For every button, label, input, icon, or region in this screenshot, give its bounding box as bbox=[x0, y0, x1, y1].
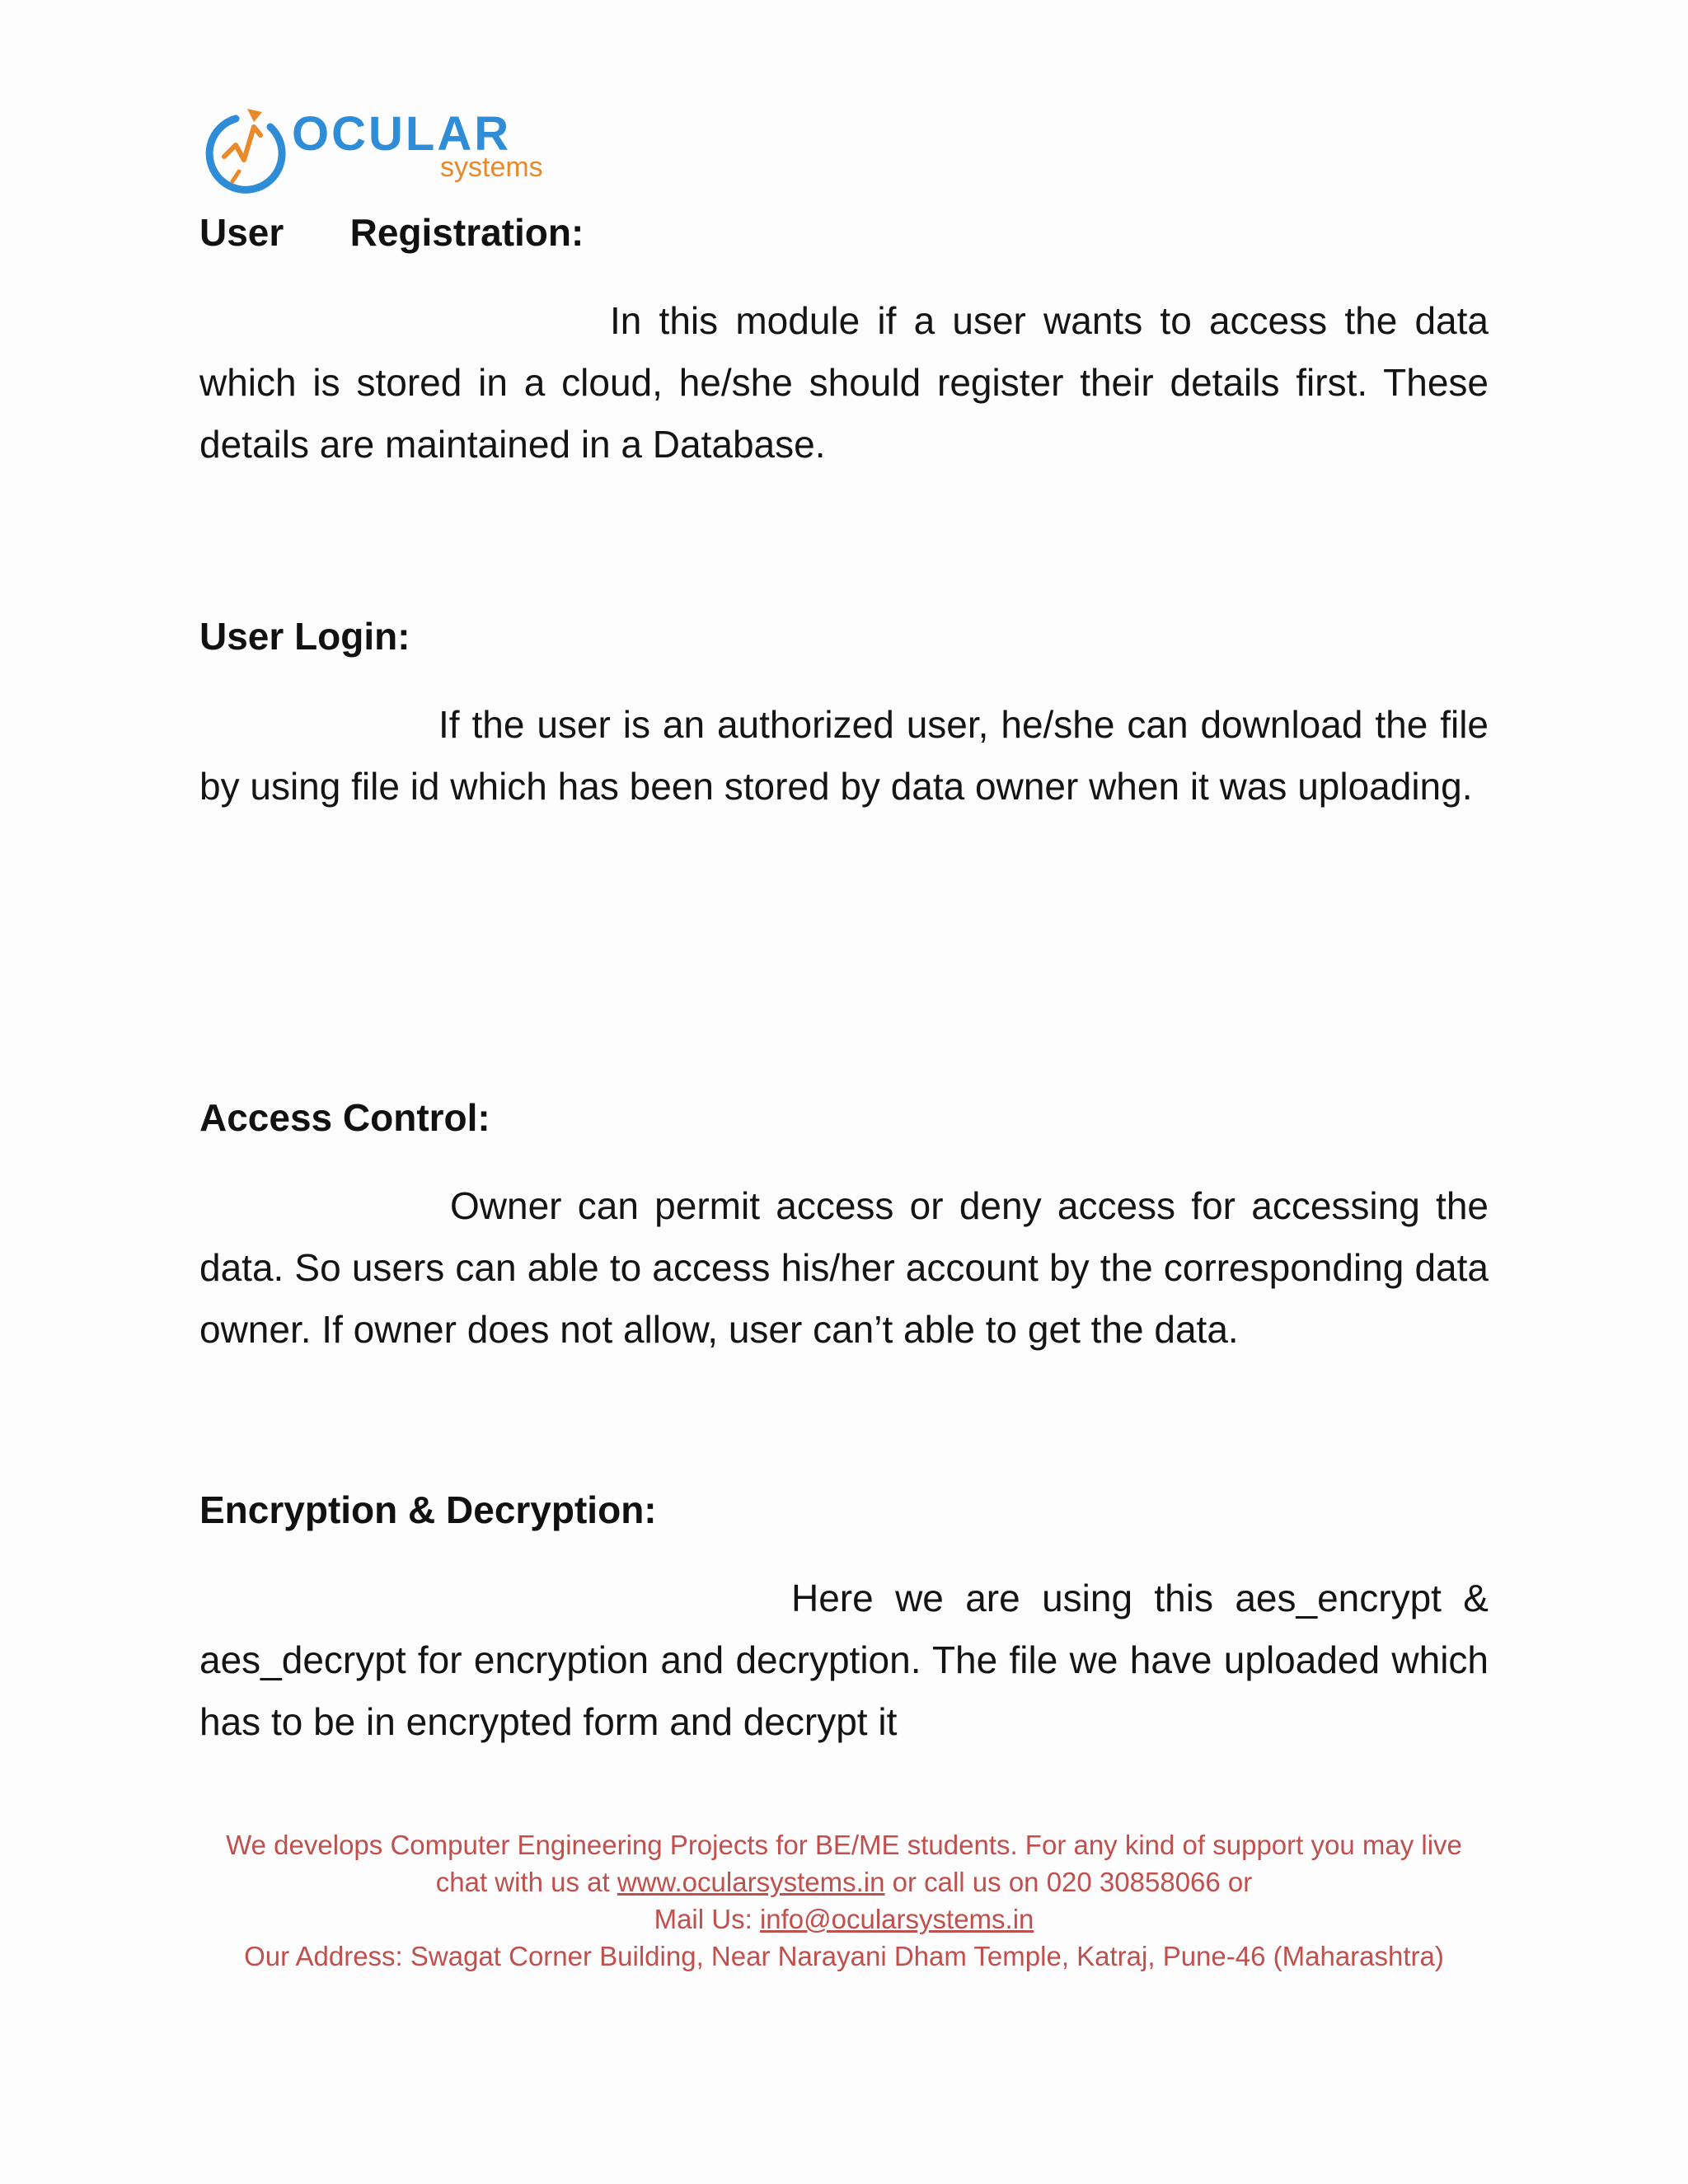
section-user-login bbox=[199, 612, 1489, 818]
section-body: Here we are using this aes_encrypt & aes_decrypt for encryption and decryption. The file we have uploaded which has to be in encrypted form and decrypt it bbox=[199, 1577, 1489, 1743]
logo-tagline-text: systems bbox=[440, 152, 543, 183]
ocular-systems-logo bbox=[203, 102, 565, 201]
footer-mail-prefix: Mail Us: bbox=[654, 1904, 760, 1934]
footer-address-line: Our Address: Swagat Corner Building, Near Narayani Dham Temple, Katraj, Pune-46 (Maharashtra) bbox=[244, 1941, 1444, 1971]
section-access-control bbox=[199, 1093, 1489, 1361]
footer-chat-prefix: chat with us at bbox=[435, 1867, 617, 1897]
website-link[interactable]: www.ocularsystems.in bbox=[617, 1867, 885, 1897]
section-heading: User Login: bbox=[199, 615, 410, 658]
footer-mail-line bbox=[165, 1900, 1523, 1938]
section-heading: Encryption & Decryption: bbox=[199, 1488, 657, 1531]
section-heading: User Registration: bbox=[199, 211, 584, 254]
logo-brand-text: OCULAR bbox=[292, 107, 512, 161]
section-heading: Access Control: bbox=[199, 1096, 490, 1139]
footer-intro-line: We develops Computer Engineering Projects for BE/ME students. For any kind of support you may live bbox=[226, 1830, 1462, 1860]
section-body: Owner can permit access or deny access for accessing the data. So users can able to access his/her account by the corresponding data owner. If owner does not allow, user can’t able to get the data. bbox=[199, 1184, 1489, 1351]
footer bbox=[165, 1826, 1523, 1975]
footer-call-text: or call us on 020 30858066 or bbox=[884, 1867, 1253, 1897]
section-user-registration bbox=[199, 208, 1489, 476]
logo-graphic bbox=[203, 102, 565, 201]
section-body: In this module if a user wants to access the data which is stored in a cloud, he/she should register their details first. These details are maintained in a Database. bbox=[199, 299, 1489, 466]
section-body: If the user is an authorized user, he/she can download the file by using file id which has been stored by data owner when it was uploading. bbox=[199, 703, 1489, 808]
footer-contact-line bbox=[165, 1863, 1523, 1900]
section-encryption-decryption bbox=[199, 1485, 1489, 1753]
email-link[interactable]: info@ocularsystems.in bbox=[759, 1904, 1034, 1934]
